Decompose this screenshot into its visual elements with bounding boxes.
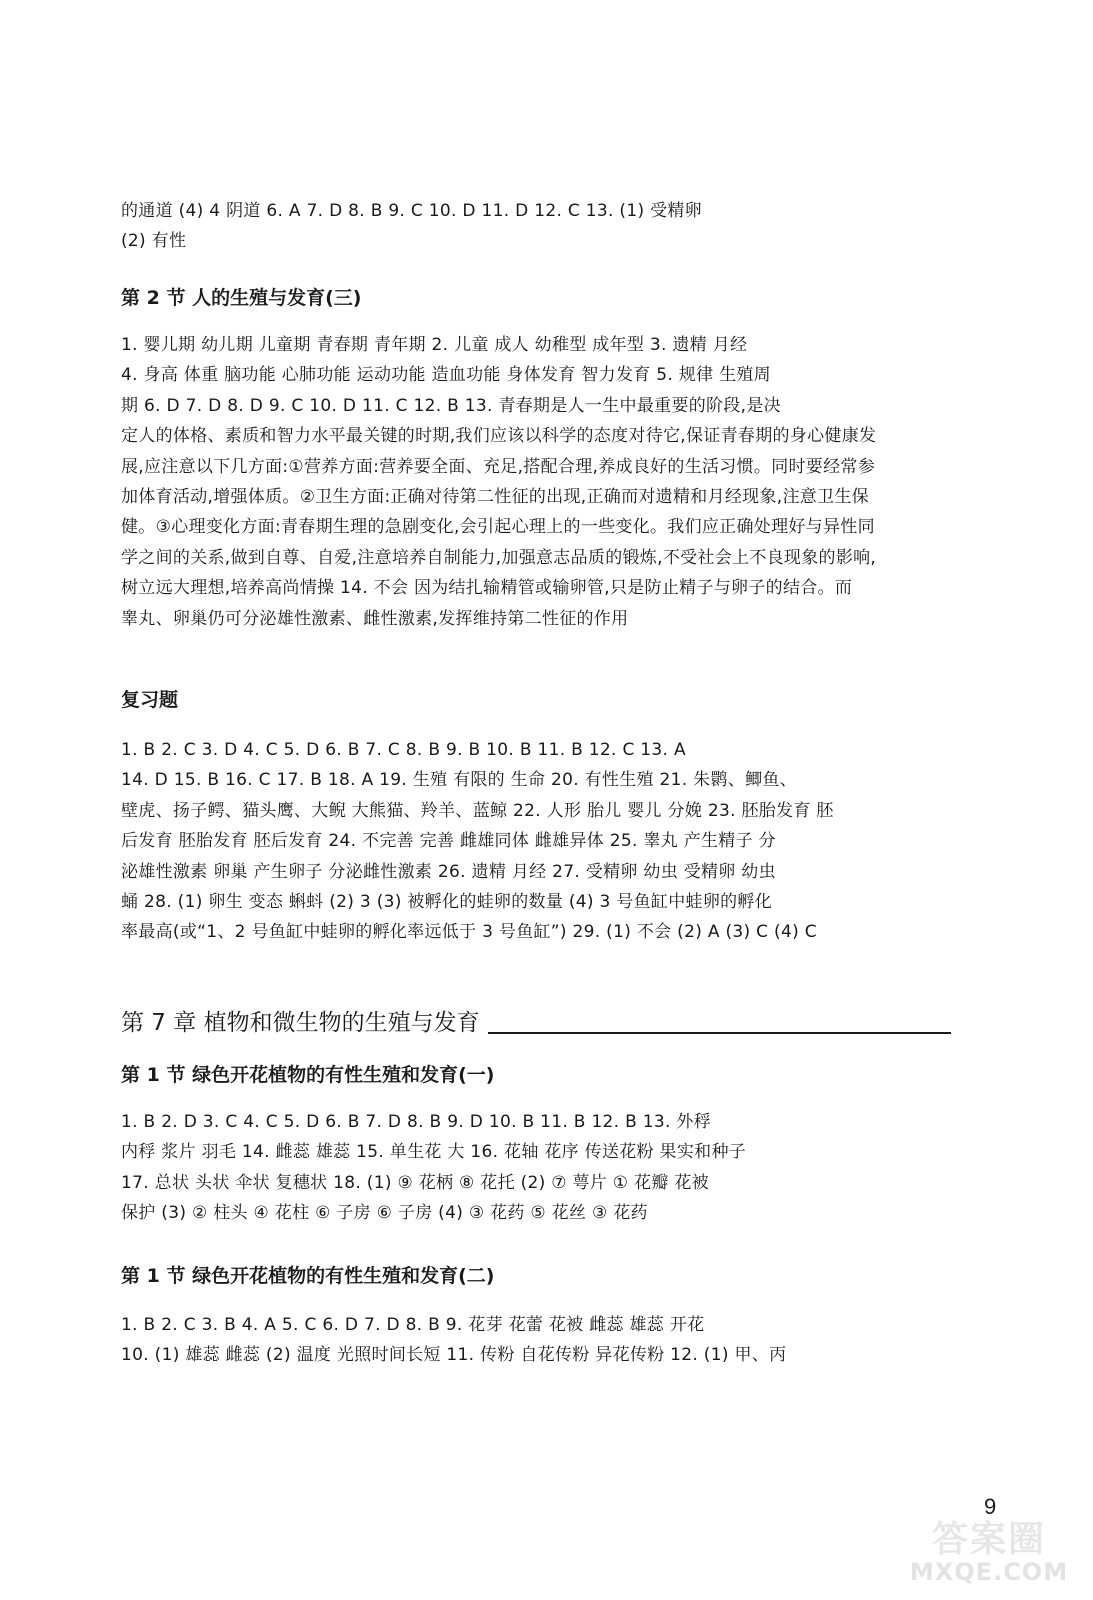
text-line: 4. 身高 体重 脑功能 心肺功能 运动功能 造血功能 身体发育 智力发育 5. 规律 生殖周: [121, 365, 771, 386]
text-line: 的通道 (4) 4 阴道 6. A 7. D 8. B 9. C 10. D 11. D 12. C 13. (1) 受精卵: [121, 201, 702, 221]
answer-paragraph-section-2-3: [121, 330, 936, 634]
text-line: 壁虎、扬子鳄、猫头鹰、大鲵 大熊猫、羚羊、蓝鲸 22. 人形 胎儿 婴儿 分娩 23. 胚胎发育 胚: [121, 800, 834, 821]
text-line: 期 6. D 7. D 8. D 9. C 10. D 11. C 12. B 13. 青春期是人一生中最重要的阶段,是决: [121, 395, 781, 416]
text-line: 后发育 胚胎发育 胚后发育 24. 不完善 完善 雌雄同体 雌雄异体 25. 睾丸 产生精子 分: [121, 831, 776, 852]
text-line: 1. 婴儿期 幼儿期 儿童期 青春期 青年期 2. 儿童 成人 幼稚型 成年型 3. 遗精 月经: [121, 335, 748, 355]
chapter-heading: [121, 1006, 951, 1038]
section-heading-1-2: 第 1 节 绿色开花植物的有性生殖和发育(二): [121, 1265, 495, 1287]
answer-paragraph-section-1-2: [121, 1310, 936, 1371]
answer-paragraph-section-1-1: [121, 1107, 936, 1229]
text-line: 10. (1) 雄蕊 雌蕊 (2) 温度 光照时间长短 11. 传粉 自花传粉 异花传粉 12. (1) 甲、丙: [121, 1345, 787, 1366]
watermark-bottom-text: MXQE.COM: [909, 1558, 1069, 1586]
text-line: 学之间的关系,做到自尊、自爱,注意培养自制能力,加强意志品质的锻炼,不受社会上不良现象的影响,: [121, 547, 877, 568]
section-heading-1-1: 第 1 节 绿色开花植物的有性生殖和发育(一): [121, 1064, 495, 1086]
text-line: 17. 总状 头状 伞状 复穗状 18. (1) ⑨ 花柄 ⑧ 花托 (2) ⑦ 萼片 ① 花瓣 花被: [121, 1172, 709, 1193]
text-line: (2) 有性: [121, 231, 187, 252]
text-line: 加体育活动,增强体质。②卫生方面:正确对待第二性征的出现,正确而对遗精和月经现象,注意卫生保: [121, 487, 869, 508]
page-number: 9: [984, 1494, 997, 1519]
section-heading-2-3: 第 2 节 人的生殖与发育(三): [121, 287, 362, 309]
text-line: 内稃 浆片 羽毛 14. 雌蕊 雄蕊 15. 单生花 大 16. 花轴 花序 传送花粉 果实和种子: [121, 1142, 747, 1163]
text-line: 泌雄性激素 卵巢 产生卵子 分泌雌性激素 26. 遗精 月经 27. 受精卵 幼虫 受精卵 幼虫: [121, 861, 776, 882]
text-line: 树立远大理想,培养高尚情操 14. 不会 因为结扎输精管或输卵管,只是防止精子与卵子的结合。而: [121, 578, 853, 599]
watermark-top-text: 答案圈: [931, 1519, 1046, 1560]
text-line: 1. B 2. D 3. C 4. C 5. D 6. B 7. D 8. B 9. D 10. B 11. B 12. B 13. 外稃: [121, 1112, 711, 1132]
text-line: 展,应注意以下几方面:①营养方面:营养要全面、充足,搭配合理,养成良好的生活习惯。同时要经常参: [121, 456, 876, 477]
text-line: 定人的体格、素质和智力水平最关键的时期,我们应该以科学的态度对待它,保证青春期的身心健康发: [121, 426, 877, 447]
text-line: 14. D 15. B 16. C 17. B 18. A 19. 生殖 有限的 生命 20. 有性生殖 21. 朱鹮、鲫鱼、: [121, 770, 797, 791]
text-line: 保护 (3) ② 柱头 ④ 花柱 ⑥ 子房 ⑥ 子房 (4) ③ 花药 ⑤ 花丝 ③ 花药: [121, 1203, 648, 1224]
text-line: 率最高(或“1、2 号鱼缸中蛙卵的孵化率远低于 3 号鱼缸”) 29. (1) 不会 (2) A (3) C (4) C: [121, 922, 817, 943]
text-line: 睾丸、卵巢仍可分泌雄性激素、雌性激素,发挥维持第二性征的作用: [121, 608, 629, 629]
text-line: 1. B 2. C 3. D 4. C 5. D 6. B 7. C 8. B 9. B 10. B 11. B 12. C 13. A: [121, 740, 686, 760]
text-line: 1. B 2. C 3. B 4. A 5. C 6. D 7. D 8. B 9. 花芽 花蕾 花被 雌蕊 雄蕊 开花: [121, 1315, 705, 1335]
answer-paragraph-review: [121, 735, 936, 948]
text-line: 蛹 28. (1) 卵生 变态 蝌蚪 (2) 3 (3) 被孵化的蛙卵的数量 (4) 3 号鱼缸中蛙卵的孵化: [121, 892, 773, 913]
section-heading-review: 复习题: [121, 689, 179, 711]
text-line: 健。③心理变化方面:青春期生理的急剧变化,会引起心理上的一些变化。我们应正确处理好与异性同: [121, 517, 875, 538]
watermark-logo: [898, 1518, 1080, 1588]
answer-paragraph-intro: [121, 196, 936, 257]
chapter-rule: [488, 1032, 951, 1034]
chapter-title: 第 7 章 植物和微生物的生殖与发育: [121, 1010, 480, 1036]
